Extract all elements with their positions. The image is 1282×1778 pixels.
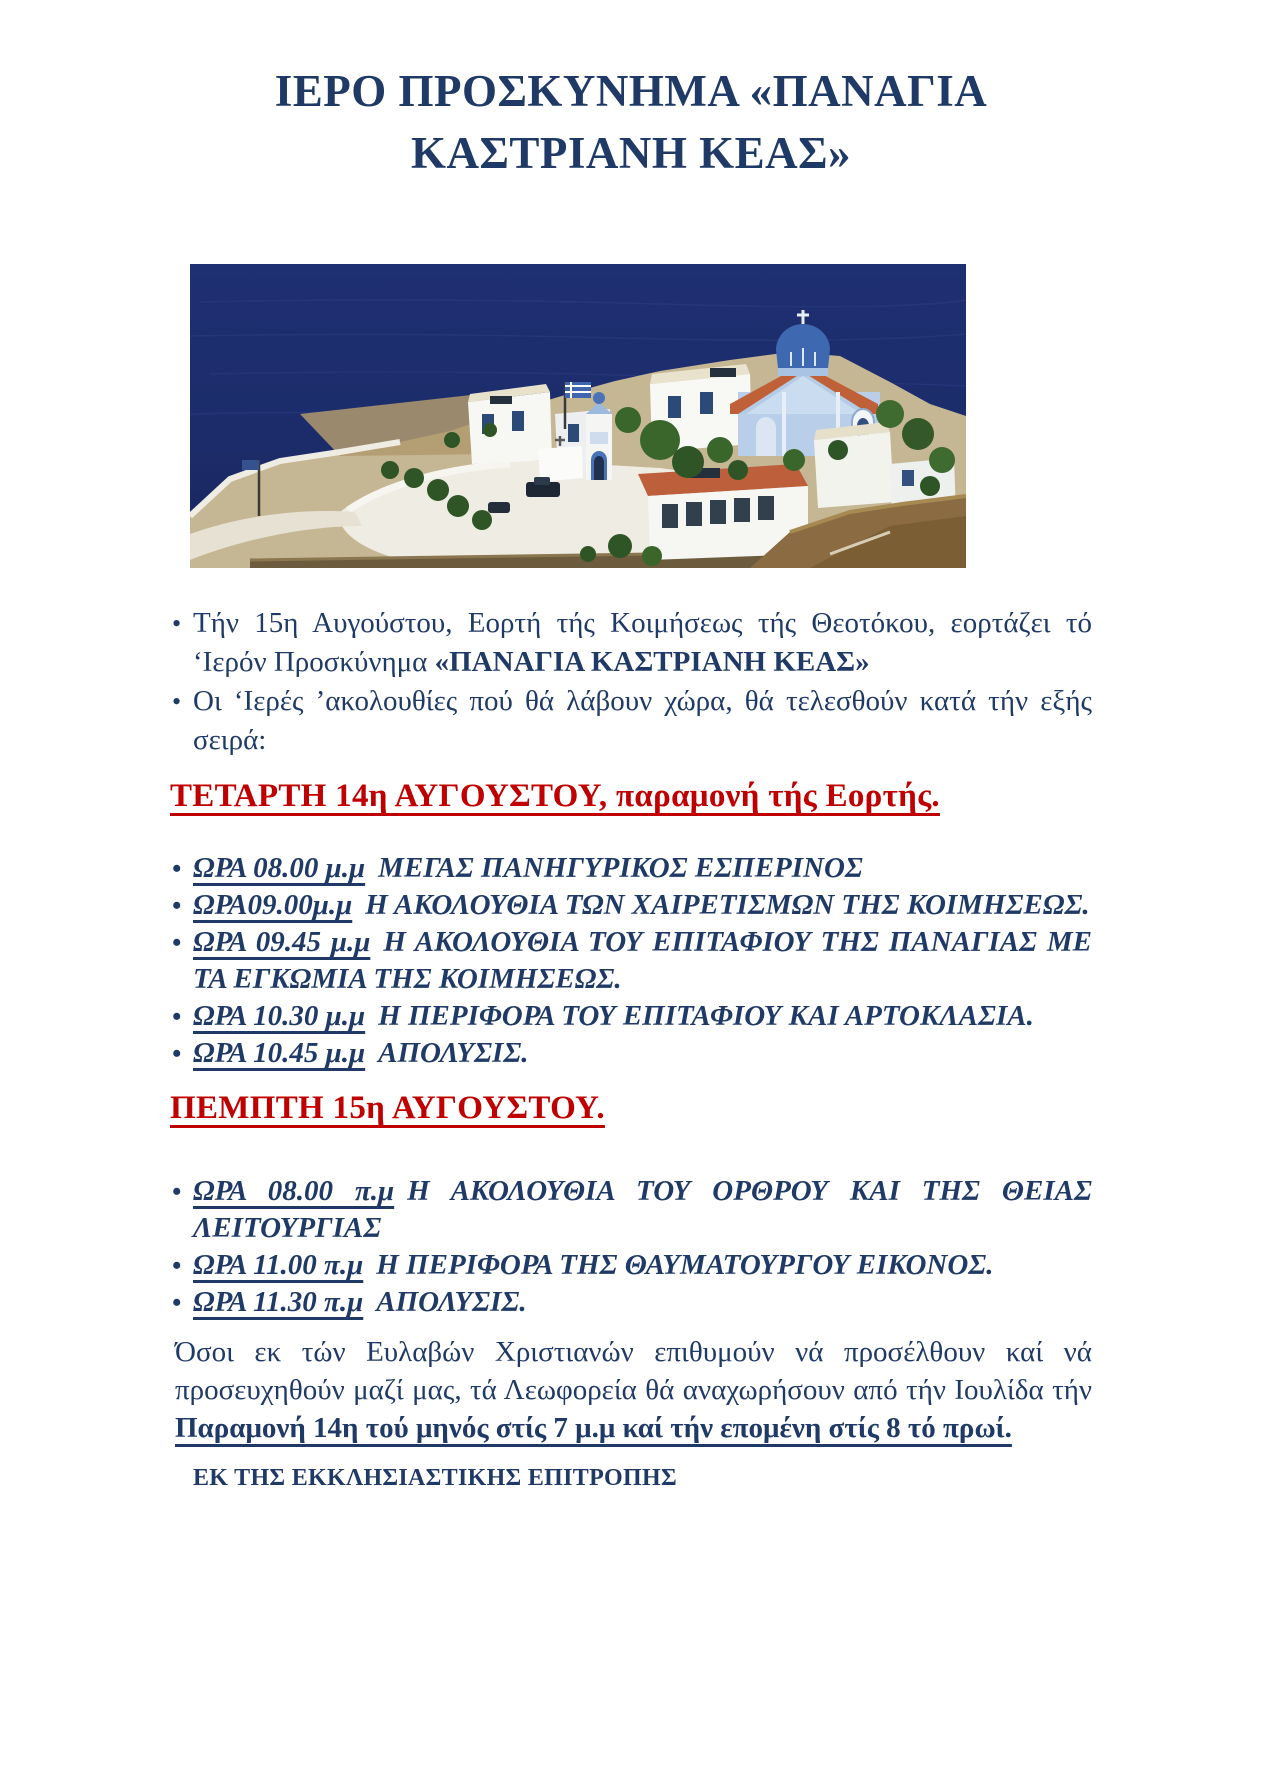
service-time: ΩΡΑ 10.45 μ.μ bbox=[193, 1037, 366, 1069]
service-time: ΩΡΑ 11.30 π.μ bbox=[193, 1286, 364, 1318]
monastery-photo bbox=[190, 264, 966, 568]
intro-item bbox=[170, 682, 1092, 760]
closing-paragraph bbox=[175, 1333, 1092, 1447]
section-heading-wednesday: ΤΕΤΑΡΤΗ 14η ΑΥΓΟΥΣΤΟΥ, παραμονή τής Εορτής. bbox=[170, 778, 940, 814]
bullet-icon: • bbox=[172, 1288, 182, 1317]
schedule-item bbox=[170, 924, 1092, 998]
schedule-list-wednesday bbox=[170, 850, 1092, 1072]
service-time: ΩΡΑ 08.00 μ.μ bbox=[193, 852, 366, 884]
bullet-icon: • bbox=[172, 928, 182, 957]
service-description: Η ΠΕΡΙΦΟΡΑ ΤΗΣ ΘΑΥΜΑΤΟΥΡΓΟΥ ΕΙΚΟΝΟΣ. bbox=[376, 1249, 994, 1281]
committee-signature: ΕΚ ΤΗΣ ΕΚΚΛΗΣΙΑΣΤΙΚΗΣ ΕΠΙΤΡΟΠΗΣ bbox=[193, 1465, 677, 1491]
schedule-item bbox=[170, 1035, 1092, 1072]
schedule-item bbox=[170, 1284, 1092, 1321]
closing-text-emphasis: Παραμονή 14η τού μηνός στίς 7 μ.μ καί τήν επομένη στίς 8 τό πρωί. bbox=[175, 1412, 1012, 1444]
service-description: Η ΠΕΡΙΦΟΡΑ ΤΟΥ ΕΠΙΤΑΦΙΟΥ ΚΑΙ ΑΡΤΟΚΛΑΣΙΑ. bbox=[378, 1000, 1034, 1032]
section-heading-thursday: ΠΕΜΠΤΗ 15η ΑΥΓΟΥΣΤΟΥ. bbox=[170, 1090, 605, 1126]
intro-text-bold: «ΠΑΝΑΓΙΑ ΚΑΣΤΡΙΑΝΗ ΚΕΑΣ» bbox=[434, 646, 870, 678]
schedule-item bbox=[170, 1173, 1092, 1247]
closing-text-normal: Όσοι εκ τών Ευλαβών Χριστιανών επιθυμούν νά προσέλθουν καί νά προσευχηθούν μαζί μας, τά Λεωφορεία θά αναχωρήσουν από τήν Ιουλίδα τήν bbox=[175, 1336, 1092, 1406]
service-description: Η ΑΚΟΛΟΥΘΙΑ ΤΟΥ ΟΡΘΡΟΥ ΚΑΙ ΤΗΣ ΘΕΙΑΣ ΛΕΙΤΟΥΡΓΙΑΣ bbox=[193, 1175, 1092, 1244]
service-description: ΜΕΓΑΣ ΠΑΝΗΓΥΡΙΚΟΣ ΕΣΠΕΡΙΝΟΣ bbox=[378, 852, 863, 884]
bullet-icon: • bbox=[172, 609, 182, 638]
service-time: ΩΡΑ 08.00 π.μ bbox=[193, 1175, 395, 1207]
intro-text bbox=[193, 607, 1092, 678]
bullet-icon: • bbox=[172, 854, 182, 883]
bullet-icon: • bbox=[172, 1002, 182, 1031]
service-time: ΩΡΑ 11.00 π.μ bbox=[193, 1249, 364, 1281]
bullet-icon: • bbox=[172, 1251, 182, 1280]
bullet-icon: • bbox=[172, 687, 182, 716]
bullet-icon: • bbox=[172, 891, 182, 920]
intro-list bbox=[170, 604, 1092, 760]
service-time: ΩΡΑ 10.30 μ.μ bbox=[193, 1000, 366, 1032]
intro-text-normal: Τήν 15η Αυγούστου, Εορτή τής Κοιμήσεως τής Θεοτόκου, εορτάζει τό ‘Ιερόν Προσκύνημα bbox=[193, 607, 1092, 678]
page-title-line1: ΙΕΡΟ ΠΡΟΣΚΥΝΗΜΑ «ΠΑΝΑΓΙΑ bbox=[274, 66, 988, 116]
bullet-icon: • bbox=[172, 1039, 182, 1068]
bullet-icon: • bbox=[172, 1177, 182, 1206]
schedule-list-thursday bbox=[170, 1173, 1092, 1321]
intro-text: Οι ‘Ιερές ’ακολουθίες πού θά λάβουν χώρα, θά τελεσθούν κατά τήν εξής σειρά: bbox=[193, 685, 1092, 756]
schedule-item bbox=[170, 850, 1092, 887]
schedule-item bbox=[170, 1247, 1092, 1284]
schedule-item bbox=[170, 887, 1092, 924]
service-description: ΑΠΟΛΥΣΙΣ. bbox=[376, 1286, 527, 1318]
page-title bbox=[170, 60, 1092, 184]
service-description: Η ΑΚΟΛΟΥΘΙΑ ΤΩΝ ΧΑΙΡΕΤΙΣΜΩΝ ΤΗΣ ΚΟΙΜΗΣΕΩΣ. bbox=[365, 889, 1090, 921]
service-time: ΩΡΑ09.00μ.μ bbox=[193, 889, 353, 921]
intro-item bbox=[170, 604, 1092, 682]
schedule-item bbox=[170, 998, 1092, 1035]
service-time: ΩΡΑ 09.45 μ.μ bbox=[193, 926, 371, 958]
service-description: ΑΠΟΛΥΣΙΣ. bbox=[378, 1037, 529, 1069]
service-description: Η ΑΚΟΛΟΥΘΙΑ ΤΟΥ ΕΠΙΤΑΦΙΟΥ ΤΗΣ ΠΑΝΑΓΙΑΣ ΜΕ ΤΑ ΕΓΚΩΜΙΑ ΤΗΣ ΚΟΙΜΗΣΕΩΣ. bbox=[193, 926, 1092, 995]
page-title-line2: ΚΑΣΤΡΙΑΝΗ ΚΕΑΣ» bbox=[410, 128, 852, 178]
